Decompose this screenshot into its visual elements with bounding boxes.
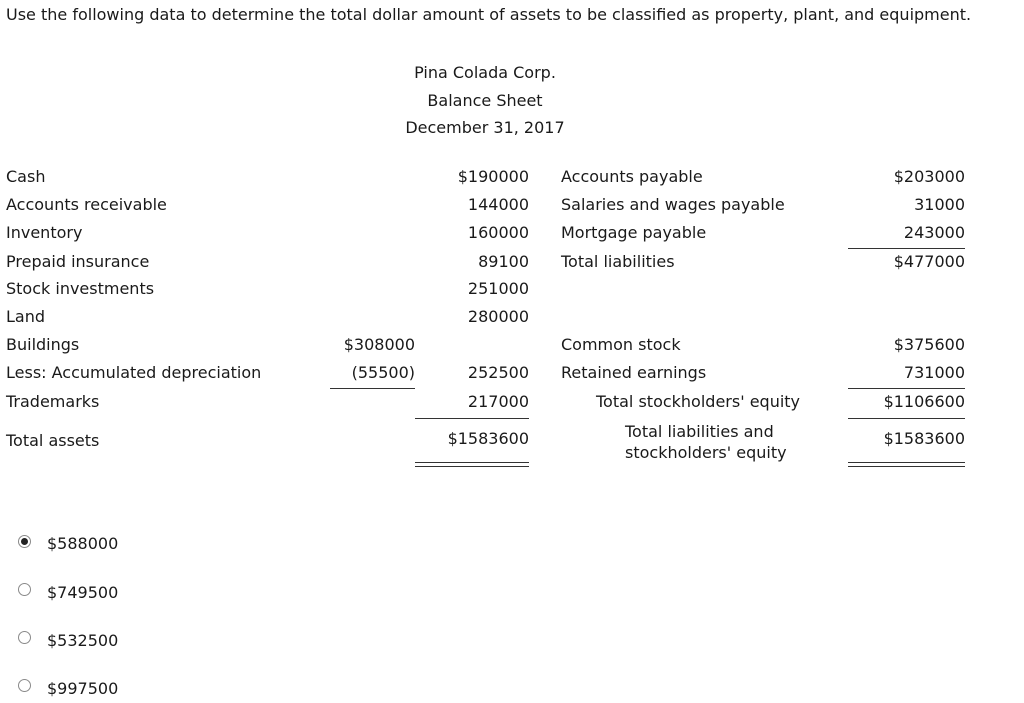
equity-label: Retained earnings — [561, 363, 707, 382]
subtotal-underline — [848, 248, 965, 249]
asset-label: Cash — [6, 167, 46, 186]
asset-amount: 217000 — [467, 392, 529, 411]
equity-label: Common stock — [561, 335, 681, 354]
liability-amount: 31000 — [914, 195, 965, 214]
asset-label: Inventory — [6, 223, 83, 242]
asset-amount: 144000 — [467, 195, 529, 214]
asset-amount: $190000 — [457, 167, 529, 186]
liability-amount: 243000 — [903, 223, 965, 242]
subtotal-underline — [415, 418, 529, 419]
asset-amount: 251000 — [467, 279, 529, 298]
total-assets-label: Total assets — [6, 431, 100, 450]
asset-label: Less: Accumulated depreciation — [6, 363, 262, 382]
asset-amount: 160000 — [467, 223, 529, 242]
total-double-underline — [415, 462, 529, 467]
asset-label: Trademarks — [6, 392, 100, 411]
liability-label: Salaries and wages payable — [561, 195, 785, 214]
asset-sub-amount: (55500) — [351, 363, 415, 382]
subtotal-underline — [330, 388, 415, 389]
subtotal-underline — [848, 388, 965, 389]
equity-amount: $375600 — [893, 335, 965, 354]
equity-amount: 731000 — [903, 363, 965, 382]
asset-label: Prepaid insurance — [6, 252, 150, 271]
radio-button[interactable] — [18, 535, 31, 548]
option-label[interactable]: $532500 — [47, 631, 119, 650]
asset-amount: 89100 — [478, 252, 529, 271]
statement-title: Balance Sheet — [427, 91, 543, 110]
radio-button[interactable] — [18, 631, 31, 644]
liability-amount: $203000 — [893, 167, 965, 186]
option-label[interactable]: $749500 — [47, 583, 119, 602]
total-liabilities-equity-label: Total liabilities and stockholders' equity — [625, 422, 787, 462]
company-name: Pina Colada Corp. — [414, 63, 556, 82]
asset-amount: 280000 — [467, 307, 529, 326]
option-label[interactable]: $588000 — [47, 534, 119, 553]
total-equity-amount: $1106600 — [883, 392, 965, 411]
asset-amount: 252500 — [467, 363, 529, 382]
total-liabilities-equity-amount: $1583600 — [883, 429, 965, 448]
radio-button[interactable] — [18, 679, 31, 692]
liability-label: Accounts payable — [561, 167, 703, 186]
asset-label: Stock investments — [6, 279, 155, 298]
total-liabilities-label: Total liabilities — [561, 252, 675, 271]
total-double-underline — [848, 462, 965, 467]
asset-label: Land — [6, 307, 46, 326]
total-liabilities-amount: $477000 — [893, 252, 965, 271]
total-equity-label: Total stockholders' equity — [596, 392, 801, 411]
option-label[interactable]: $997500 — [47, 679, 119, 698]
asset-label: Buildings — [6, 335, 80, 354]
subtotal-underline — [848, 418, 965, 419]
total-assets-amount: $1583600 — [447, 429, 529, 448]
liability-label: Mortgage payable — [561, 223, 707, 242]
asset-sub-amount: $308000 — [343, 335, 415, 354]
statement-date: December 31, 2017 — [405, 118, 565, 137]
radio-button[interactable] — [18, 583, 31, 596]
asset-label: Accounts receivable — [6, 195, 167, 214]
question-text: Use the following data to determine the total dollar amount of assets to be classified as property, plant, and equipment. — [6, 5, 972, 24]
